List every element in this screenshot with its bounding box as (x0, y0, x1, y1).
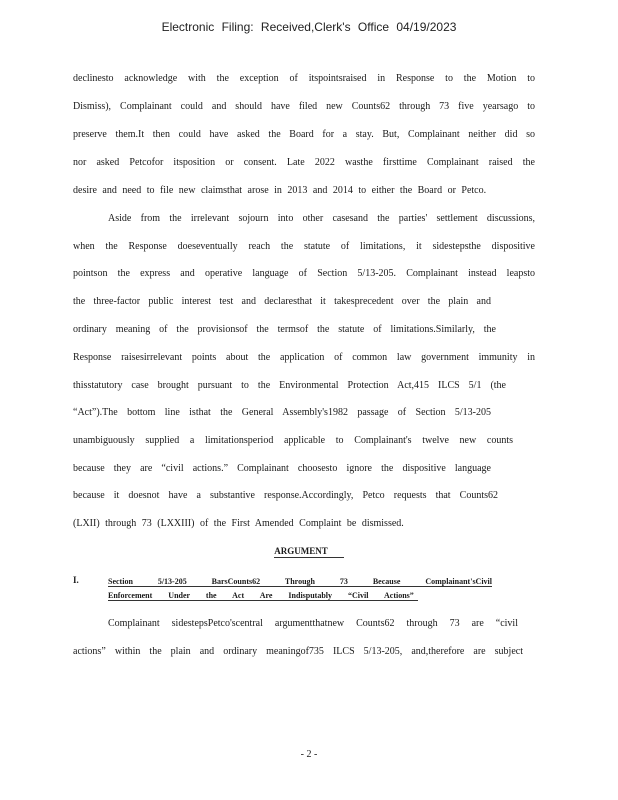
argument-heading-text: ARGUMENT (274, 546, 344, 558)
section-heading-line-2: Enforcement Under the Act Are Indisputably “Civil Actions” (108, 591, 418, 601)
body-line: because they are “civil actions.” Complainant choosesto ignore the dispositive language (73, 463, 491, 474)
section-number: I. (73, 575, 79, 585)
body-line: Aside from the irrelevant sojourn into other casesand the parties' settlement discussions, (108, 213, 535, 224)
argument-heading (0, 546, 618, 558)
body-line: the three-factor public interest test and declaresthat it takesprecedent over the plain and (73, 296, 491, 307)
body-line: “Act”).The bottom line isthat the General Assembly's1982 passage of Section 5/13-205 (73, 407, 491, 418)
body-line: thisstatutory case brought pursuant to the Environmental Protection Act,415 ILCS 5/1 (the (73, 380, 506, 391)
body-line: actions” within the plain and ordinary meaningof735 ILCS 5/13-205, and,therefore are subject (73, 646, 523, 657)
body-line: pointson the express and operative language of Section 5/13-205. Complainant instead leapsto (73, 268, 535, 279)
body-line: Response raisesirrelevant points about the application of common law government immunity in (73, 352, 535, 363)
body-line: Dismiss), Complainant could and should have filed new Counts62 through 73 five yearsago to (73, 101, 535, 112)
body-line: preserve them.It then could have asked the Board for a stay. But, Complainant neither did so (73, 129, 535, 140)
body-line: Complainant sidestepsPetco'scentral argumentthatnew Counts62 through 73 are “civil (108, 618, 518, 629)
body-line: declinesto acknowledge with the exception of itspointsraised in Response to the Motion to (73, 73, 535, 84)
page-number: - 2 - (300, 749, 318, 760)
section-heading-line-1: Section 5/13-205 BarsCounts62 Through 73 Because Complainant'sCivil (108, 577, 492, 586)
body-line: nor asked Petcofor itsposition or consent. Late 2022 wasthe firsttime Complainant raised the (73, 157, 535, 168)
body-line: when the Response doeseventually reach the statute of limitations, it sidestepsthe dispositive (73, 241, 535, 252)
efiling-header: Electronic Filing: Received,Clerk's Office 04/19/2023 (161, 20, 457, 34)
body-line: ordinary meaning of the provisionsof the termsof the statute of limitations.Similarly, the (73, 324, 496, 335)
body-line: (LXII) through 73 (LXXIII) of the First Amended Complaint be dismissed. (73, 518, 404, 529)
body-line: because it doesnot have a substantive response.Accordingly, Petco requests that Counts62 (73, 490, 498, 501)
document-body (73, 0, 535, 800)
body-line: desire and need to file new claimsthat arose in 2013 and 2014 to either the Board or Petco. (73, 185, 487, 196)
body-line: unambiguously supplied a limitationsperiod applicable to Complainant's twelve new counts (73, 435, 513, 446)
